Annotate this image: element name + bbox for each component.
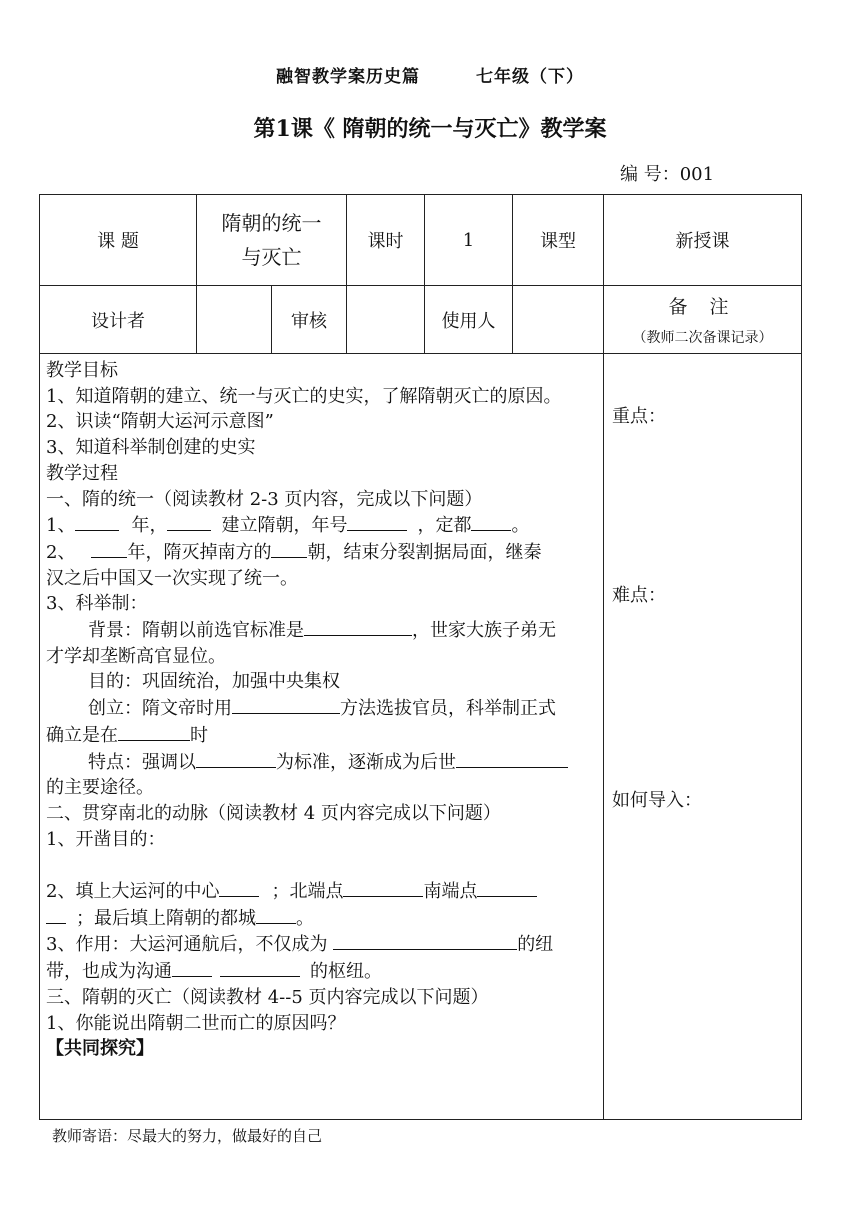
- answer-blank[interactable]: [232, 695, 340, 714]
- answer-blank[interactable]: [333, 931, 517, 950]
- type-label: 课型: [513, 195, 604, 286]
- answer-blank[interactable]: [456, 749, 568, 768]
- answer-blank[interactable]: [220, 958, 300, 977]
- blank-line: [46, 852, 597, 878]
- answer-blank[interactable]: [118, 722, 190, 741]
- content-row: [40, 354, 802, 1120]
- intro-label: 如何导入：: [612, 790, 702, 811]
- review-label: 审核: [272, 286, 347, 354]
- answer-blank[interactable]: [477, 878, 537, 897]
- answer-blank[interactable]: [256, 905, 296, 924]
- notes-title: 备 注: [668, 296, 737, 318]
- user-label: 使用人: [425, 286, 513, 354]
- document-header: [0, 62, 860, 87]
- lesson-plan-table: [39, 194, 802, 1120]
- canal-question-3: 3、作用：大运河通航后，不仅成为 的纽: [46, 931, 597, 958]
- objective-3: 3、知道科举制创建的史实: [46, 437, 256, 459]
- purpose-line: 目的：巩固统治，加强中央集权: [88, 671, 340, 693]
- create-line-2: 确立是在 时: [46, 722, 597, 749]
- answer-blank[interactable]: [91, 539, 127, 558]
- answer-blank[interactable]: [347, 512, 407, 531]
- key-point-label: 重点：: [612, 406, 666, 427]
- section-3-heading: 三、隋朝的灭亡（阅读教材 4--5 页内容完成以下问题）: [46, 986, 489, 1008]
- header-series: 融智教学案历史篇: [276, 67, 420, 87]
- objectives-heading: 教学目标: [46, 360, 118, 381]
- answer-blank[interactable]: [271, 539, 307, 558]
- notes-header: [604, 286, 802, 354]
- answer-blank[interactable]: [167, 512, 211, 531]
- section-2-heading: 二、贯穿南北的动脉（阅读教材 4 页内容完成以下问题）: [46, 802, 501, 824]
- difficulty-label: 难点：: [612, 585, 666, 606]
- document-number: 编 号：001: [620, 164, 715, 185]
- teacher-message: 教师寄语：尽最大的努力，做最好的自己: [52, 1127, 323, 1145]
- question-2-line-2: 汉之后中国又一次实现了统一。: [46, 567, 298, 589]
- question-3: 3、科举制：: [46, 593, 148, 615]
- create-line: 创立：隋文帝时用 方法选拔官员，科举制正式: [46, 695, 597, 722]
- explore-heading: 【共同探究】: [46, 1038, 154, 1060]
- fall-question-1: 1、你能说出隋朝二世而亡的原因吗？: [46, 1012, 346, 1034]
- user-value: [513, 286, 604, 354]
- topic-line-1: 隋朝的统一: [221, 211, 322, 235]
- answer-blank[interactable]: [304, 617, 412, 636]
- teacher-notes-column: [604, 354, 802, 1120]
- answer-blank[interactable]: [471, 512, 511, 531]
- canal-question-1: 1、开凿目的：: [46, 828, 166, 850]
- designer-value: [197, 286, 272, 354]
- objective-1: 1、知道隋朝的建立、统一与灭亡的史实，了解隋朝灭亡的原因。: [46, 385, 562, 407]
- hours-label: 课时: [347, 195, 425, 286]
- feature-line-2: 的主要途径。: [46, 777, 154, 799]
- process-heading: 教学过程: [46, 462, 118, 484]
- canal-question-2: 2、填上大运河的中心 ；北端点 南端点: [46, 878, 597, 905]
- background-line: 背景：隋朝以前选官标准是 ，世家大族子弟无: [46, 617, 597, 644]
- background-line-2: 才学却垄断高官显位。: [46, 645, 226, 667]
- header-grade: 七年级（下）: [476, 67, 584, 87]
- section-1-heading: 一、隋的统一（阅读教材 2-3 页内容，完成以下问题）: [46, 488, 483, 510]
- canal-question-2-line-2: ；最后填上隋朝的都城 。: [46, 905, 597, 932]
- staff-row: [40, 286, 802, 354]
- lesson-content: [40, 354, 604, 1120]
- answer-blank[interactable]: [172, 958, 212, 977]
- lesson-title: 第1课《 隋朝的统一与灭亡》教学案: [253, 116, 607, 142]
- answer-blank[interactable]: [219, 878, 259, 897]
- review-value: [347, 286, 425, 354]
- hours-value: 1: [425, 195, 513, 286]
- answer-blank[interactable]: [196, 749, 276, 768]
- answer-blank[interactable]: [343, 878, 423, 897]
- type-value: 新授课: [604, 195, 802, 286]
- answer-blank[interactable]: [46, 905, 66, 924]
- topic-label: 课 题: [40, 195, 197, 286]
- question-2: 2、 年，隋灭掉南方的 朝，结束分裂割据局面，继秦: [46, 539, 597, 566]
- topic-line-2: 与灭亡: [241, 245, 302, 269]
- feature-line: 特点：强调以 为标准，逐渐成为后世: [46, 749, 597, 776]
- canal-question-3-line-2: 带，也成为沟通 的枢纽。: [46, 958, 597, 985]
- objective-2: 2、识读“隋朝大运河示意图”: [46, 411, 274, 433]
- topic-row: [40, 195, 802, 286]
- question-1: 1、 年， 建立隋朝，年号 ，定都 。: [46, 512, 597, 539]
- topic-value: [197, 195, 347, 286]
- designer-label: 设计者: [40, 286, 197, 354]
- notes-subtitle: （教师二次备课记录）: [632, 330, 773, 346]
- answer-blank[interactable]: [75, 512, 119, 531]
